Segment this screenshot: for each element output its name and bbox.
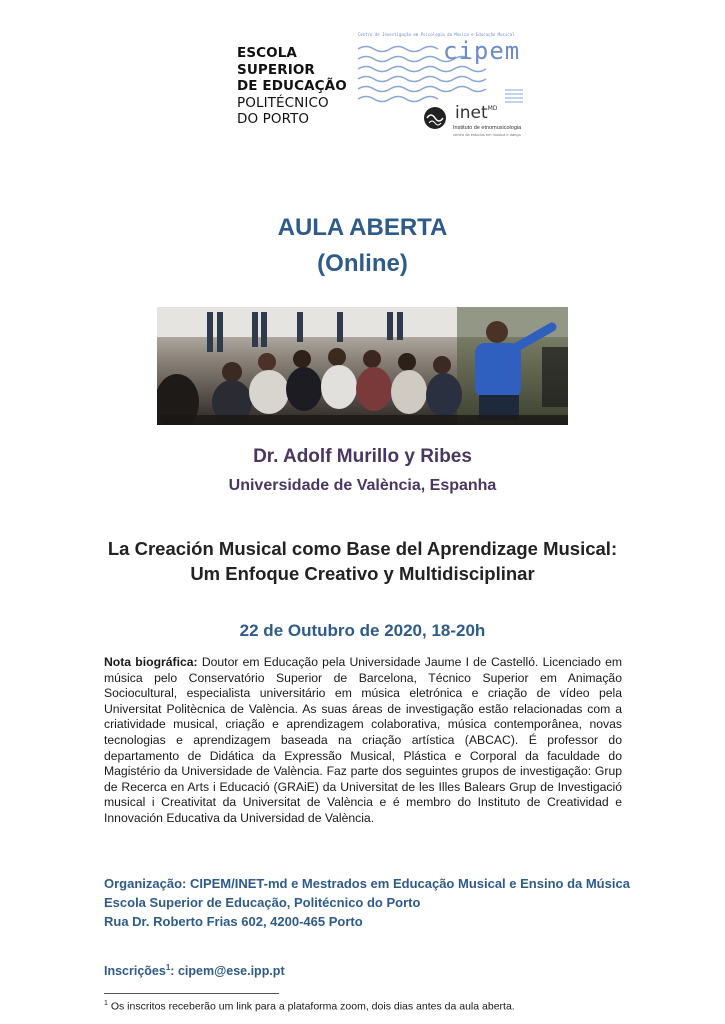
registration-label: Inscrições xyxy=(104,964,166,979)
event-date: 22 de Outubro de 2020, 18-20h xyxy=(239,621,486,640)
inet-word: inet xyxy=(455,103,488,123)
cipem-wordmark: cipem xyxy=(443,37,521,65)
organization-line: Escola Superior de Educação, Politécnico do Porto xyxy=(104,895,421,910)
registration-line xyxy=(104,963,285,978)
talk-title-line1: La Creación Musical como Base del Aprendizage Musical: xyxy=(107,538,618,559)
ese-logo-line: ESCOLA xyxy=(237,45,297,61)
event-mode: (Online) xyxy=(317,250,408,277)
footnote-number: 1 xyxy=(104,1000,108,1007)
inet-wordmark xyxy=(455,103,497,123)
inet-sup: MD xyxy=(487,105,498,112)
ese-logo-line: DO PORTO xyxy=(237,111,310,127)
ese-logo xyxy=(237,45,347,128)
footnote-divider xyxy=(104,993,279,994)
registration-email[interactable]: cipem@ese.ipp.pt xyxy=(174,964,285,979)
speaker-name: Dr. Adolf Murillo y Ribes xyxy=(253,446,472,467)
organization-address: Rua Dr. Roberto Frias 602, 4200-465 Porto xyxy=(104,914,363,929)
footnote xyxy=(104,1000,515,1013)
ese-logo-line: POLITÉCNICO xyxy=(237,94,329,111)
bio-label: Nota biográfica: xyxy=(104,655,198,669)
event-photo xyxy=(157,307,568,425)
speaker-affiliation: Universidade de València, Espanha xyxy=(228,477,497,494)
classroom-photo-image xyxy=(157,307,568,425)
inet-subtitle: Instituto de etnomusicologia xyxy=(453,125,522,131)
event-title: AULA ABERTA xyxy=(277,214,448,241)
cipem-tagline: Centro de Investigação em Psicologia da Música e Educação Musical xyxy=(358,32,515,37)
registration-sep: : xyxy=(170,964,175,979)
bio-paragraph xyxy=(104,655,622,827)
footnote-ref: 1 xyxy=(165,963,171,972)
cipem-inet-logo xyxy=(355,30,530,145)
inet-subtitle-small: centro de estudos em música e dança xyxy=(453,132,521,137)
talk-title-line2: Um Enfoque Creativo y Multidisciplinar xyxy=(190,563,535,584)
ese-logo-line: DE EDUCAÇÃO xyxy=(237,78,347,94)
ese-logo-line: SUPERIOR xyxy=(237,61,315,78)
organization-line: Organização: CIPEM/INET-md e Mestrados em Educação Musical e Ensino da Música xyxy=(104,876,630,891)
bio-text: Doutor em Educação pela Universidade Jaume I de Castelló. Licenciado em música pelo Conservatório Superior de Barcelona, Técnico Superior em Animação Sociocultural, especialista universitário em música eletrónica e criação de vídeo pela Universitat Politècnica de València. As suas áreas de investigação estão relacionadas com a criatividade musical, criação e aprendizagem colaborativa, música contemporânea, novas tecnologias e aprendizagem baseada na criação artística (ABCAC). É professor do departamento de Didática da Expressão Musical, Plástica e Corporal da faculdade do Magistério da Universidade de València. Faz parte dos seguintes grupos de investigação: Grup de Recerca en Arts i Educació (GRAiE) da Universitat de les Illes Balears Grup de Investigació musical i Creativitat da Universitat de València e é membro do Instituto de Creatividad e Innovación Educativa da Universidad de València. xyxy=(104,655,622,825)
footnote-text: Os inscritos receberão um link para a plataforma zoom, dois dias antes da aula aberta. xyxy=(107,1000,515,1013)
